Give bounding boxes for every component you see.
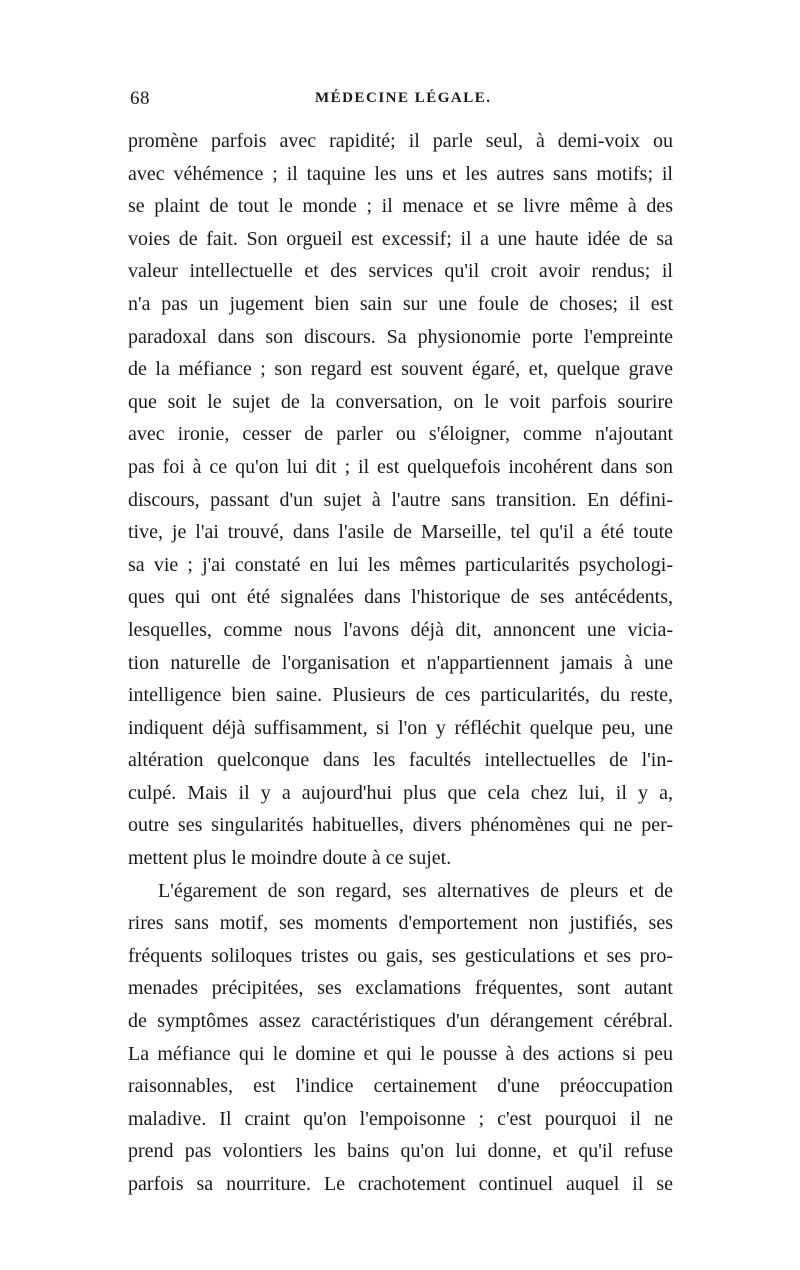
paragraph-end-line: mettent plus le moindre doute à ce sujet. bbox=[128, 847, 452, 870]
text-line: que soit le sujet de la conversation, on le voit parfois sourire bbox=[128, 390, 673, 413]
text-line: intelligence bien saine. Plusieurs de ces particularités, du reste, bbox=[128, 684, 673, 707]
body-text bbox=[128, 125, 673, 1201]
text-line: culpé. Mais il y a aujourd'hui plus que cela chez lui, il y a, bbox=[128, 781, 673, 804]
text-line: maladive. Il craint qu'on l'empoisonne ; c'est pourquoi il ne bbox=[128, 1107, 673, 1130]
text-line: de la méfiance ; son regard est souvent égaré, et, quelque grave bbox=[128, 358, 673, 381]
text-line: prend pas volontiers les bains qu'on lui donne, et qu'il refuse bbox=[128, 1140, 673, 1163]
text-line: valeur intellectuelle et des services qu'il croit avoir rendus; il bbox=[128, 260, 673, 283]
text-line: raisonnables, est l'indice certainement d'une préoccupation bbox=[128, 1075, 673, 1098]
page-number: 68 bbox=[130, 88, 150, 109]
text-line: menades précipitées, ses exclamations fréquentes, sont autant bbox=[128, 977, 673, 1000]
text-line: parfois sa nourriture. Le crachotement continuel auquel il se bbox=[128, 1173, 673, 1195]
text-line: La méfiance qui le domine et qui le pousse à des actions si peu bbox=[128, 1042, 673, 1065]
text-line: fréquents soliloques tristes ou gais, ses gesticulations et ses pro- bbox=[128, 944, 673, 967]
text-line: voies de fait. Son orgueil est excessif; il a une haute idée de sa bbox=[128, 227, 673, 250]
text-line: avec véhémence ; il taquine les uns et les autres sans motifs; il bbox=[128, 162, 673, 185]
paragraph-start-line: L'égarement de son regard, ses alternatives de pleurs et de bbox=[158, 879, 673, 902]
text-line: tion naturelle de l'organisation et n'appartiennent jamais à une bbox=[128, 651, 673, 674]
text-line: altération quelconque dans les facultés intellectuelles de l'in- bbox=[128, 749, 673, 772]
running-title: MÉDECINE LÉGALE. bbox=[315, 90, 492, 106]
text-line: tive, je l'ai trouvé, dans l'asile de Marseille, tel qu'il a été toute bbox=[128, 521, 673, 544]
text-line: sa vie ; j'ai constaté en lui les mêmes particularités psychologi- bbox=[128, 553, 673, 576]
text-line: ques qui ont été signalées dans l'historique de ses antécédents, bbox=[128, 586, 673, 609]
text-line: paradoxal dans son discours. Sa physionomie porte l'empreinte bbox=[128, 325, 673, 348]
text-line: se plaint de tout le monde ; il menace et se livre même à des bbox=[128, 195, 673, 218]
text-line: n'a pas un jugement bien sain sur une foule de choses; il est bbox=[128, 292, 673, 315]
text-line: rires sans motif, ses moments d'emportement non justifiés, ses bbox=[128, 912, 673, 935]
page-header bbox=[130, 88, 670, 118]
text-line: lesquelles, comme nous l'avons déjà dit, annoncent une vicia- bbox=[128, 618, 673, 641]
text-line: discours, passant d'un sujet à l'autre sans transition. En défini- bbox=[128, 488, 673, 511]
text-line: indiquent déjà suffisamment, si l'on y réfléchit quelque peu, une bbox=[128, 716, 673, 739]
text-line: de symptômes assez caractéristiques d'un dérangement cérébral. bbox=[128, 1010, 673, 1033]
text-line: promène parfois avec rapidité; il parle seul, à demi-voix ou bbox=[128, 130, 673, 152]
text-line: outre ses singularités habituelles, divers phénomènes qui ne per- bbox=[128, 814, 673, 837]
text-line: pas foi à ce qu'on lui dit ; il est quelquefois incohérent dans son bbox=[128, 455, 673, 478]
text-line: avec ironie, cesser de parler ou s'éloigner, comme n'ajoutant bbox=[128, 423, 673, 446]
